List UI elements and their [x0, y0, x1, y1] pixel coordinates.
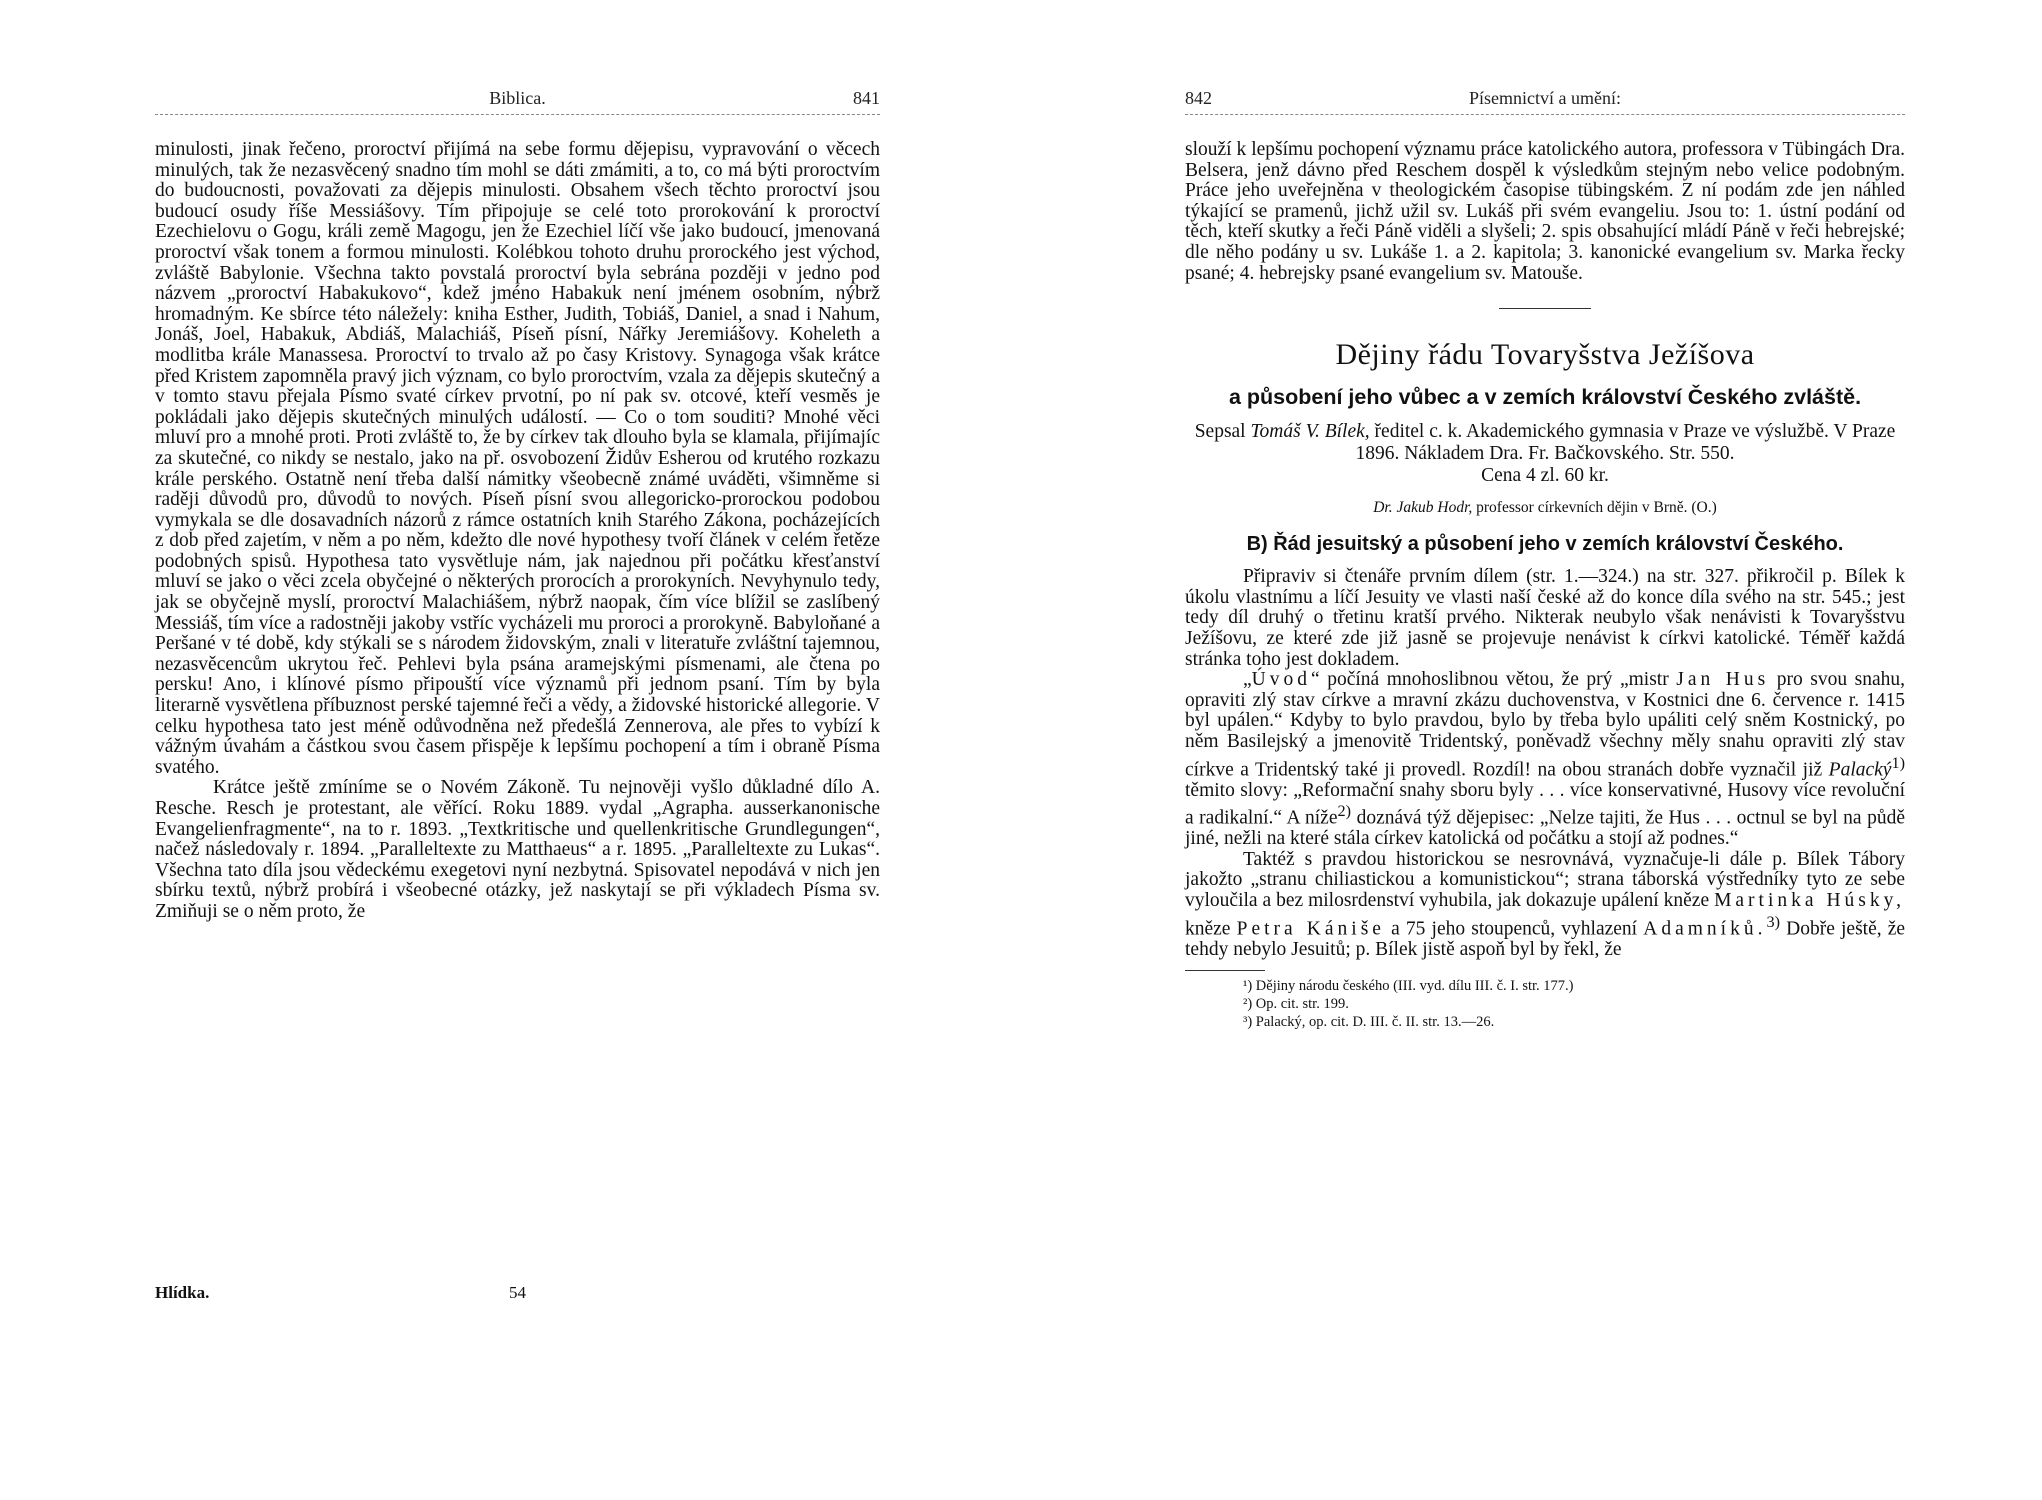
section-divider	[1499, 308, 1591, 309]
reviewer-line	[1185, 497, 1905, 519]
p3-text-3: těmito slovy: „Reformační snahy sboru byly . . . více konservativné, Husovy více revoluční a radikalní.“ A níže	[1185, 779, 1905, 829]
left-paragraph-2: Krátce ještě zmíníme se o Novém Zákoně. Tu nejnověji vyšlo důkladné dílo A. Resche. Resch je protestant, ale věřící. Roku 1889. vydal „Agrapha. ausserkanonische Evangelienfragmente“, na to r. 1893. „Textkritische und quellenkritische Grundlegungen“, načež následovaly r. 1894. „Paralleltexte zu Matthaeus“ a r. 1895. „Paralleltexte zu Lukas“. Všechna tato díla jsou vědeckému exegetovi nyní nezbytná. Spisovatel nepodává v nich jen sbírku textů, nýbrž probírá i všeobecné otázky, jež naskytají se při výkladech Písma sv. Zmiňuji se o něm proto, že	[155, 777, 880, 922]
p4-text-1: Taktéž s pravdou historickou se nesrovnává, vyznačuje-li dále p. Bílek Tábory jakožto „stranu chiliastickou a komunistickou“; strana táborská výstředníky tyto ze sebe vyloučila a bez milosrdenství vyhubila, jak dokazuje upálení kněze	[1185, 848, 1905, 912]
adamniku-spaced: Adamníků.	[1643, 918, 1767, 940]
left-running-header	[155, 88, 880, 112]
signature-mark: Hlídka.	[155, 1283, 210, 1302]
palacky-name: Palacký	[1828, 759, 1892, 780]
book-price: Cena 4 zl. 60 kr.	[1481, 465, 1609, 487]
left-page-footer	[155, 1283, 880, 1305]
book-author: Tomáš V. Bílek,	[1250, 421, 1370, 443]
right-header-title: Písemnictví a umění:	[1469, 88, 1621, 108]
p3-text-4: doznává týž dějepisec: „Nelze tajiti, že Hus . . . octnul se byl na půdě jiné, nežli na které stála církev katolická od počátku a stojí až podnes.“	[1185, 807, 1905, 850]
footnote-ref-2: 2)	[1337, 802, 1352, 821]
left-header-rule	[155, 114, 880, 115]
right-running-header	[1185, 88, 1905, 112]
footnote-1: ¹) Dějiny národu českého (III. vyd. dílu III. č. I. str. 177.)	[1243, 978, 1574, 995]
left-paragraph-1: minulosti, jinak řečeno, proroctví přijímá na sebe formu dějepisu, vypravování o věcech minulých, tak že nezasvěcený snadno tím mohl se dáti zmámiti, a to, co má býti proroctvím do budoucnosti, považovati za dějepis minulosti. Obsahem všech těchto proroctví jsou budoucí osudy říše Messiášovy. Tím připojuje se celé toto prorokování k proroctví Ezechielovu o Gogu, králi země Magogu, jen že Ezechiel líčí vše jako budoucí, jmenovaná proroctví však tonem a formou minulosti. Kolébkou tohoto druhu prorockého jest východ, zvláště Babylonie. Všechna takto povstalá proroctví byla sebrána později v jedno pod názvem „proroctví Habakukovo“, kdež jméno Habakuk není jménem osobním, nýbrž hromadným. Ke sbírce této náležely: kniha Esther, Judith, Tobiáš, Daniel, a snad i Nahum, Jonáš, Joel, Habakuk, Abdiáš, Malachiáš, Píseň písní, Nářky Jeremiášovy. Koheleth a modlitba krále Manassesa. Proroctví to trvalo až po časy Kristovy. Synagoga však krátce před Kristem zapomněla pravý jich význam, co bylo proroctvím, vzala za dějepis skutečný a v tomto stavu přejala Písmo svaté církev prvotní, po ní pak sv. otcové, kteří vesměs je pokládali jako dějepis skutečných minulých událostí. — Co o tom souditi? Mnohé věci mluví pro a mnohé proti. Proti zvláště to, že by církev tak dlouho byla se klamala, přijímajíc za skutečné, co nikdy se nestalo, jako na př. osvobození Židův Esherou od krutého rozkazu krále perského. Ostatně není třeba další námitky všeobecně známé uváděti, všimněme si raději důvodů pro, důvodů to nových. Píseň písní svou allegoricko-prorockou podobou vymykala se dle dosavadních názorů z rámce ostatních knih Starého Zákona, pocházejících z dob před zajetím, v něm a po něm, kdežto dle nové hypothesy tvoří článek v celém řetěze podobných spisů. Hypothesa tato vysvětluje nám, jak najednou při počátku křesťanství mluví se jako o věci zcela obyčejné o některých prorocích a prorokyních. Nevyhynulo tedy, jak se obyčejně myslí, proroctví Malachiášem, nýbrž naopak, čím více blížil se zaslíbený Messiáš, tím více a radostněji jakoby vstříc vycházeli mu proroci a prorokyně. Babyloňané a Peršané v té době, kdy stýkali se s národem židovským, znali v literatuře zvláštní tajemnou, nezasvěcencům ukrytou řeč. Pehlevi byla psána aramejskými písmenami, ale čtena po persku! Ano, i klínové písmo připouští více významů při jednom psaní. Tím by byla literarně vysvětlena příbuznost perské tajemné řeči a vědy, a židovské historické allegorie. V celku hypothesa tato jest méně odůvodněna než předešlá Zennerova, ale přes to vybízí k vážným úvahám a částkou svou časem přispěje k lepšímu pochopení a tím i obraně Písma svatého.	[155, 139, 880, 778]
p3-text-2: pro svou snahu, opraviti zlý stav církve a mravní zkázu duchovenstva, v Kostnici dne 6. července r. 1415 byl upálen.“ Kdyby to bylo pravdou, bylo by třeba bylo upáliti celý sněm Kostnický, po něm Basilejský a jmenovitě Tridentský, poněvadž všechny měly snahu opraviti zlý stav církve a Tridentský také ji provedl. Rozdíl! na obou stranách dobře vyznačil již	[1185, 669, 1906, 780]
sheet-number: 54	[509, 1283, 526, 1302]
quote-mark: „	[1243, 669, 1252, 691]
footnote-3: ³) Palacký, op. cit. D. III. č. II. str. 13.—26.	[1243, 1014, 1495, 1031]
right-header-rule	[1185, 114, 1905, 115]
right-paragraph-4	[1185, 850, 1905, 960]
p3-text-1: “ počíná mnohoslibnou větou, že prý „mistr	[1311, 669, 1669, 691]
uvod-spaced: Úvod	[1251, 669, 1311, 691]
bibliographic-note	[1185, 421, 1905, 487]
article-title: Dějiny řádu Tovaryšstva Ježíšova	[1335, 338, 1755, 372]
martinek-spaced: Martinka Húsky,	[1714, 890, 1906, 912]
left-body-text	[155, 140, 880, 923]
footnotes	[1185, 977, 1905, 1031]
biblio-rest: ředitel c. k. Akademického gymnasia v Praze ve výslužbě. V Praze 1896. Nákladem Dra. Fr. Bačkovského. Str. 550.	[1355, 421, 1896, 465]
p4-text-3: Dobře ještě, že tehdy nebylo Jesuitů; p. Bílek jistě aspoň byl by řekl, že	[1185, 918, 1906, 960]
footnote-ref-1: 1)	[1891, 753, 1905, 772]
right-page-number: 842	[1185, 88, 1212, 108]
right-body-text	[1185, 140, 1905, 1031]
footnote-rule	[1185, 970, 1265, 971]
article-subtitle: a působení jeho vůbec a v zemích království Českého zvláště.	[1228, 385, 1862, 410]
jan-hus-spaced: Jan Hus	[1676, 669, 1770, 691]
biblio-prefix: Sepsal	[1194, 421, 1246, 443]
left-page-number: 841	[853, 88, 880, 108]
right-paragraph-2: Připraviv si čtenáře prvním dílem (str. 1.—324.) na str. 327. přikročil p. Bílek k úkolu vlastnímu a líčí Jesuity ve vlasti naší české až do konce díla svého na str. 545.; jest tedy díl druhý o třetinu kratší prvého. Nikterak neubylo však nenávisti k Tovaryšstvu Ježíšovu, ze které zde již jasně se projevuje nenávist k církvi katolické. Téměř každá stránka toho jest dokladem.	[1185, 566, 1905, 670]
section-heading: B) Řád jesuitský a působení jeho v zemích království Českého.	[1246, 533, 1844, 556]
petr-spaced: Petra Kániše	[1236, 918, 1385, 940]
footnote-2: ²) Op. cit. str. 199.	[1243, 996, 1349, 1013]
reviewer-role: professor církevních dějin v Brně. (O.)	[1476, 499, 1717, 517]
reviewer-name: Dr. Jakub Hodr,	[1373, 499, 1473, 517]
right-paragraph-3	[1185, 670, 1905, 850]
p4-knez: kněze	[1185, 918, 1231, 940]
p4-text-2: a 75 jeho stoupenců, vyhlazení	[1391, 918, 1638, 940]
footnote-ref-3: 3)	[1766, 912, 1780, 931]
left-header-title: Biblica.	[489, 88, 546, 108]
right-paragraph-1: slouží k lepšímu pochopení významu práce katolického autora, professora v Tübingách Dra. Belsera, jenž dávno před Reschem dospěl k výsledkům stejným nebo velice podobným. Práce jeho uveřejněna v theologickém časopise tübingském. Z ní podám zde jen náhled týkající se pramenů, jichž užil sv. Lukáš při svém evangeliu. Jsou to: 1. ústní podání od těch, kteří skutky a řeči Páně viděli a slyšeli; 2. spis obsahující mládí Páně v řeči hebrejské; dle něho podány u sv. Lukáše 1. a 2. kapitola; 3. kanonické evangelium sv. Marka řecky psané; 4. hebrejsky psané evangelium sv. Matouše.	[1185, 139, 1905, 284]
